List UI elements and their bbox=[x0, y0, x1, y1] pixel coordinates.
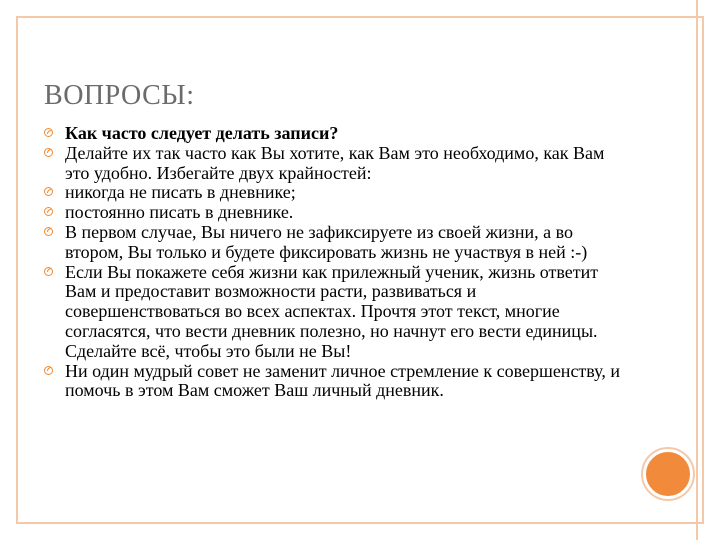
title-first-letter: В bbox=[44, 80, 64, 111]
slide-right-line bbox=[696, 0, 698, 540]
circle-bullet-icon bbox=[44, 207, 53, 216]
list-item bbox=[44, 144, 624, 184]
list-item-text: В первом случае, Вы ничего не зафиксируете из своей жизни, а во втором, Вы только и будете фиксировать жизнь не участвуя в ней :-) bbox=[65, 221, 588, 262]
list-item-text: Как часто следует делать записи? bbox=[65, 123, 339, 143]
circle-bullet-icon bbox=[44, 148, 53, 157]
list-item bbox=[44, 183, 624, 203]
circle-bullet-icon bbox=[44, 227, 53, 236]
circle-bullet-icon bbox=[44, 267, 53, 276]
list-item-text: Делайте их так часто как Вы хотите, как Вам это необходимо, как Вам это удобно. Избегайте двух крайностей: bbox=[65, 142, 605, 183]
list-item bbox=[44, 124, 624, 144]
list-item bbox=[44, 223, 624, 263]
list-item-text: никогда не писать в дневнике; bbox=[65, 182, 296, 203]
list-item-text: Если Вы покажете себя жизни как прилежный ученик, жизнь ответит Вам и предоставит возможности расти, развиваться и совершенствоваться во всех аспектах. Прочтя этот текст, многие согласятся, что вести дневник полезно, но начнут его вести единицы. Сделайте всё, чтобы это были не Вы! bbox=[65, 261, 599, 361]
title-rest: ОПРОСЫ: bbox=[63, 80, 195, 111]
circle-bullet-icon bbox=[44, 187, 53, 196]
circle-bullet-icon bbox=[44, 128, 53, 137]
list-item bbox=[44, 362, 624, 402]
list-item-text: постоянно писать в дневнике. bbox=[65, 202, 294, 223]
slide-title bbox=[44, 80, 194, 112]
list-item bbox=[44, 203, 624, 223]
list-item-text: Ни один мудрый совет не заменит личное стремление к совершенству, и помочь в этом Вам сможет Ваш личный дневник. bbox=[65, 360, 621, 401]
circle-bullet-icon bbox=[44, 366, 53, 375]
list-item bbox=[44, 263, 624, 362]
orange-circle-decoration bbox=[643, 449, 693, 499]
bullet-list bbox=[44, 124, 624, 401]
